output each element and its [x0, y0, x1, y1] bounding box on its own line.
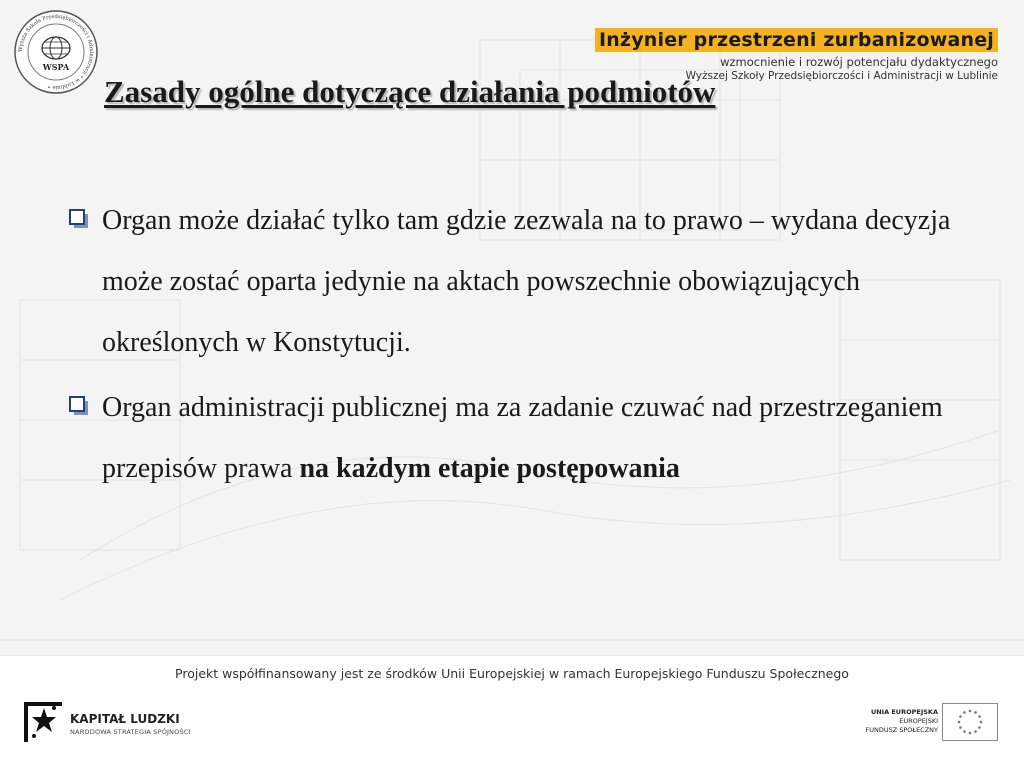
- seal-text: Wyższa Szkoła Przedsiębiorczości i Administracji • w Lublinie •: [17, 13, 95, 91]
- bullet-item: [64, 190, 964, 373]
- eu-star: [974, 730, 977, 733]
- bullet-text-bold: na każdym etapie postępowania: [299, 453, 680, 484]
- kapital-ludzki-text: [70, 712, 191, 736]
- funding-statement: Projekt współfinansowany jest ze środków Unii Europejskiej w ramach Europejskiego Funduszu Społecznego: [175, 666, 849, 681]
- kapital-ludzki-main: KAPITAŁ LUDZKI: [70, 712, 180, 726]
- eu-star: [959, 715, 962, 718]
- eu-star: [978, 715, 981, 718]
- eu-star: [959, 726, 962, 729]
- eu-flag-icon: [942, 703, 998, 741]
- eu-star: [980, 721, 983, 724]
- wspa-seal-logo: [12, 8, 100, 96]
- eu-line-1: UNIA EUROPEJSKA: [870, 708, 938, 716]
- project-title: Inżynier przestrzeni zurbanizowanej: [595, 28, 998, 52]
- kapital-ludzki-sub: NARODOWA STRATEGIA SPÓJNOŚCI: [70, 728, 191, 736]
- seal-abbr: WSPA: [42, 62, 70, 72]
- eu-line-2: EUROPEJSKI: [899, 717, 938, 725]
- bullet-item: [64, 377, 964, 499]
- eu-star: [978, 726, 981, 729]
- eu-star: [963, 730, 966, 733]
- eu-star: [963, 711, 966, 714]
- bullet-list: [64, 190, 964, 503]
- eu-star: [969, 710, 972, 713]
- eu-line-3: FUNDUSZ SPOŁECZNY: [865, 726, 938, 734]
- eu-star: [974, 711, 977, 714]
- slide-title: Zasady ogólne dotyczące działania podmiotów: [104, 74, 716, 109]
- kapital-ludzki-logo-icon: [22, 698, 66, 746]
- eu-star: [958, 721, 961, 724]
- eu-label: [865, 708, 938, 735]
- bullet-text: Organ administracji publicznej ma za zadanie czuwać nad przestrzeganiem przepisów prawa: [102, 392, 943, 484]
- project-subtitle: wzmocnienie i rozwój potencjału dydaktycznego: [720, 55, 998, 69]
- bullet-text: Organ może działać tylko tam gdzie zezwala na to prawo – wydana decyzja może zostać oparta jedynie na aktach powszechnie obowiązujących określonych w Konstytucji.: [102, 205, 951, 358]
- checkbox-bullet-icon: [68, 395, 90, 417]
- footer: [0, 655, 1024, 768]
- checkbox-bullet-icon: [68, 208, 90, 230]
- project-institution: Wyższej Szkoły Przedsiębiorczości i Administracji w Lublinie: [685, 70, 998, 82]
- eu-star: [969, 732, 972, 735]
